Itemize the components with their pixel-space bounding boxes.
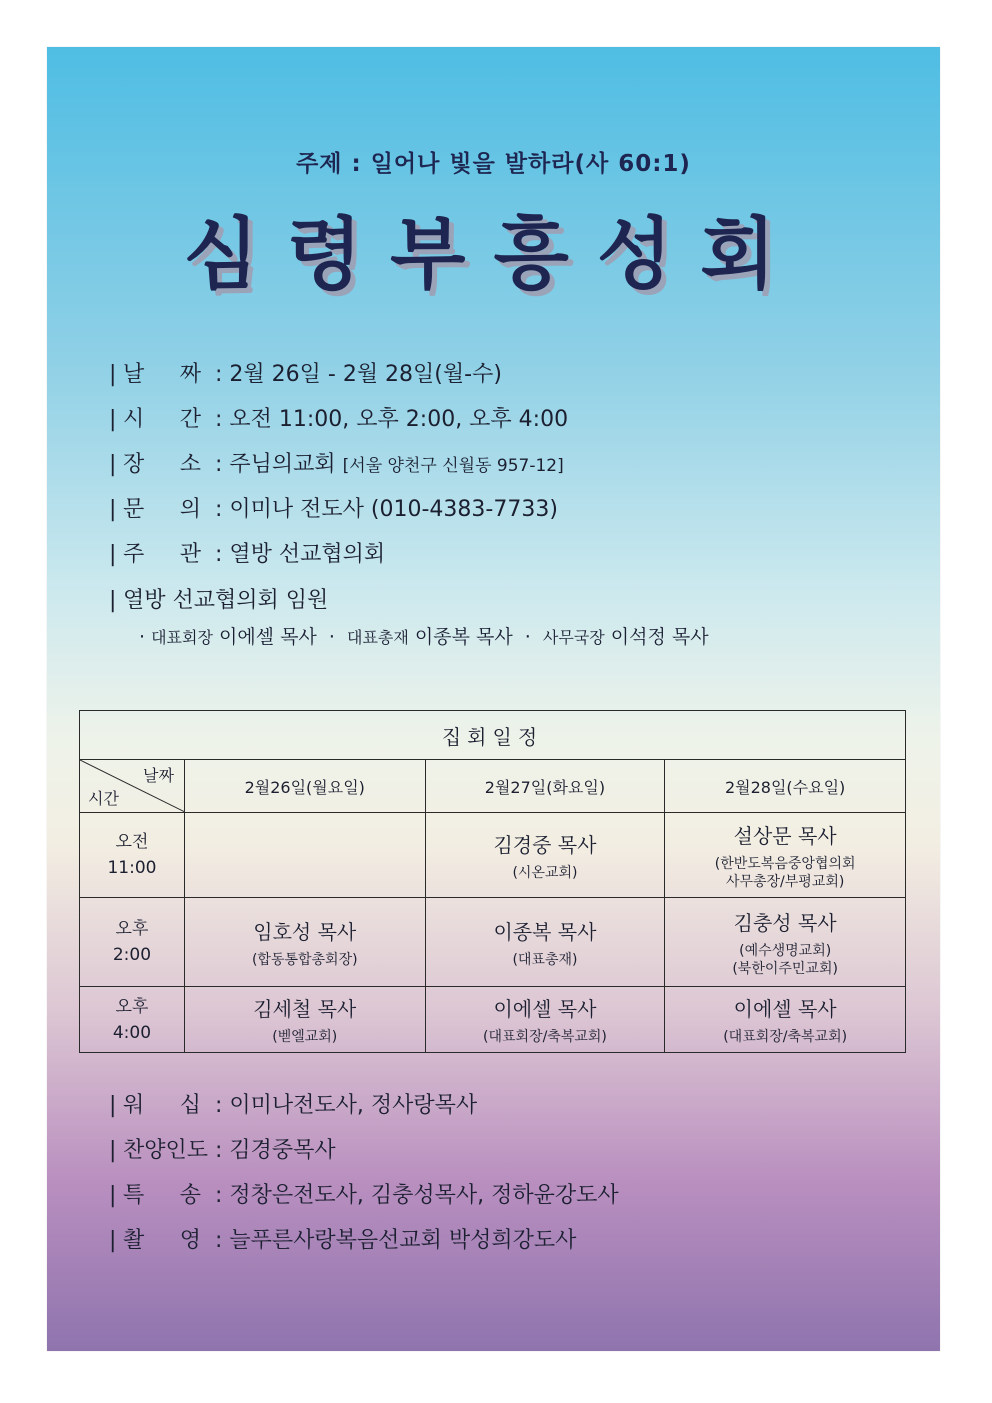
day-header: 2월26일(월요일) (184, 760, 425, 813)
table-row (80, 813, 906, 898)
bottom-row-special-song: | 특 송 : 정창은전도사, 김충성목사, 정하윤강도사 (109, 1183, 619, 1208)
bottom-row-praise: | 찬양인도 : 김경중목사 (109, 1138, 336, 1163)
bottom-row-worship: | 워 십 : 이미나전도사, 정사랑목사 (109, 1093, 478, 1118)
speaker-cell: 이에셀 목사 (대표회장/축복교회) (665, 987, 906, 1053)
corner-cell (80, 760, 185, 813)
info-value-contact: 이미나 전도사 (010-4383-7733) (229, 497, 558, 522)
info-row-place: | 장 소 : 주님의교회 [서울 양천구 신월동 957-12] (109, 452, 564, 477)
speaker-cell (184, 813, 425, 898)
info-value-date: 2월 26일 - 2월 28일(월-수) (229, 362, 502, 387)
speaker-cell: 임호성 목사 (합동통합총회장) (184, 898, 425, 987)
time-cell: 오후 2:00 (80, 898, 185, 987)
info-row-host: | 주 관 : 열방 선교협의회 (109, 542, 386, 567)
table-row (80, 987, 906, 1053)
speaker-cell: 김세철 목사 (벧엘교회) (184, 987, 425, 1053)
speaker-cell: 이종복 목사 (대표총재) (425, 898, 665, 987)
theme-line: 주제 : 일어나 빛을 발하라(사 60:1) (296, 151, 691, 177)
day-header: 2월28일(수요일) (665, 760, 906, 813)
info-value-place: 주님의교회 (229, 452, 336, 477)
schedule-table (79, 710, 906, 1053)
day-header: 2월27일(화요일) (425, 760, 665, 813)
speaker-cell: 김경중 목사 (시온교회) (425, 813, 665, 898)
info-row-date: | 날 짜 : 2월 26일 - 2월 28일(월-수) (109, 362, 502, 387)
info-row-time: | 시 간 : 오전 11:00, 오후 2:00, 오후 4:00 (109, 407, 569, 432)
poster (47, 47, 940, 1351)
time-cell: 오후 4:00 (80, 987, 185, 1053)
page-title: 심령부흥성회 (183, 210, 804, 300)
info-row-contact: | 문 의 : 이미나 전도사 (010-4383-7733) (109, 497, 558, 522)
info-value-address: [서울 양천구 신월동 957-12] (342, 456, 564, 476)
table-row (80, 898, 906, 987)
time-cell: 오전 11:00 (80, 813, 185, 898)
officers-title: | 열방 선교협의회 임원 (109, 588, 329, 613)
bottom-row-filming: | 촬 영 : 늘푸른사랑복음선교회 박성희강도사 (109, 1228, 577, 1253)
officers-list: · 대표회장 이에셀 목사 · 대표총재 이종복 목사 · 사무국장 이석정 목사 (139, 626, 709, 648)
speaker-cell: 이에셀 목사 (대표회장/축복교회) (425, 987, 665, 1053)
info-value-time: 오전 11:00, 오후 2:00, 오후 4:00 (229, 407, 569, 432)
corner-date-label: 날짜 (143, 766, 174, 785)
schedule-heading: 집회일정 (80, 711, 906, 760)
speaker-cell: 김충성 목사 (예수생명교회) (북한이주민교회) (665, 898, 906, 987)
corner-time-label: 시간 (88, 789, 119, 808)
info-value-host: 열방 선교협의회 (229, 542, 386, 567)
speaker-cell: 설상문 목사 (한반도복음중앙협의회 사무총장/부평교회) (665, 813, 906, 898)
